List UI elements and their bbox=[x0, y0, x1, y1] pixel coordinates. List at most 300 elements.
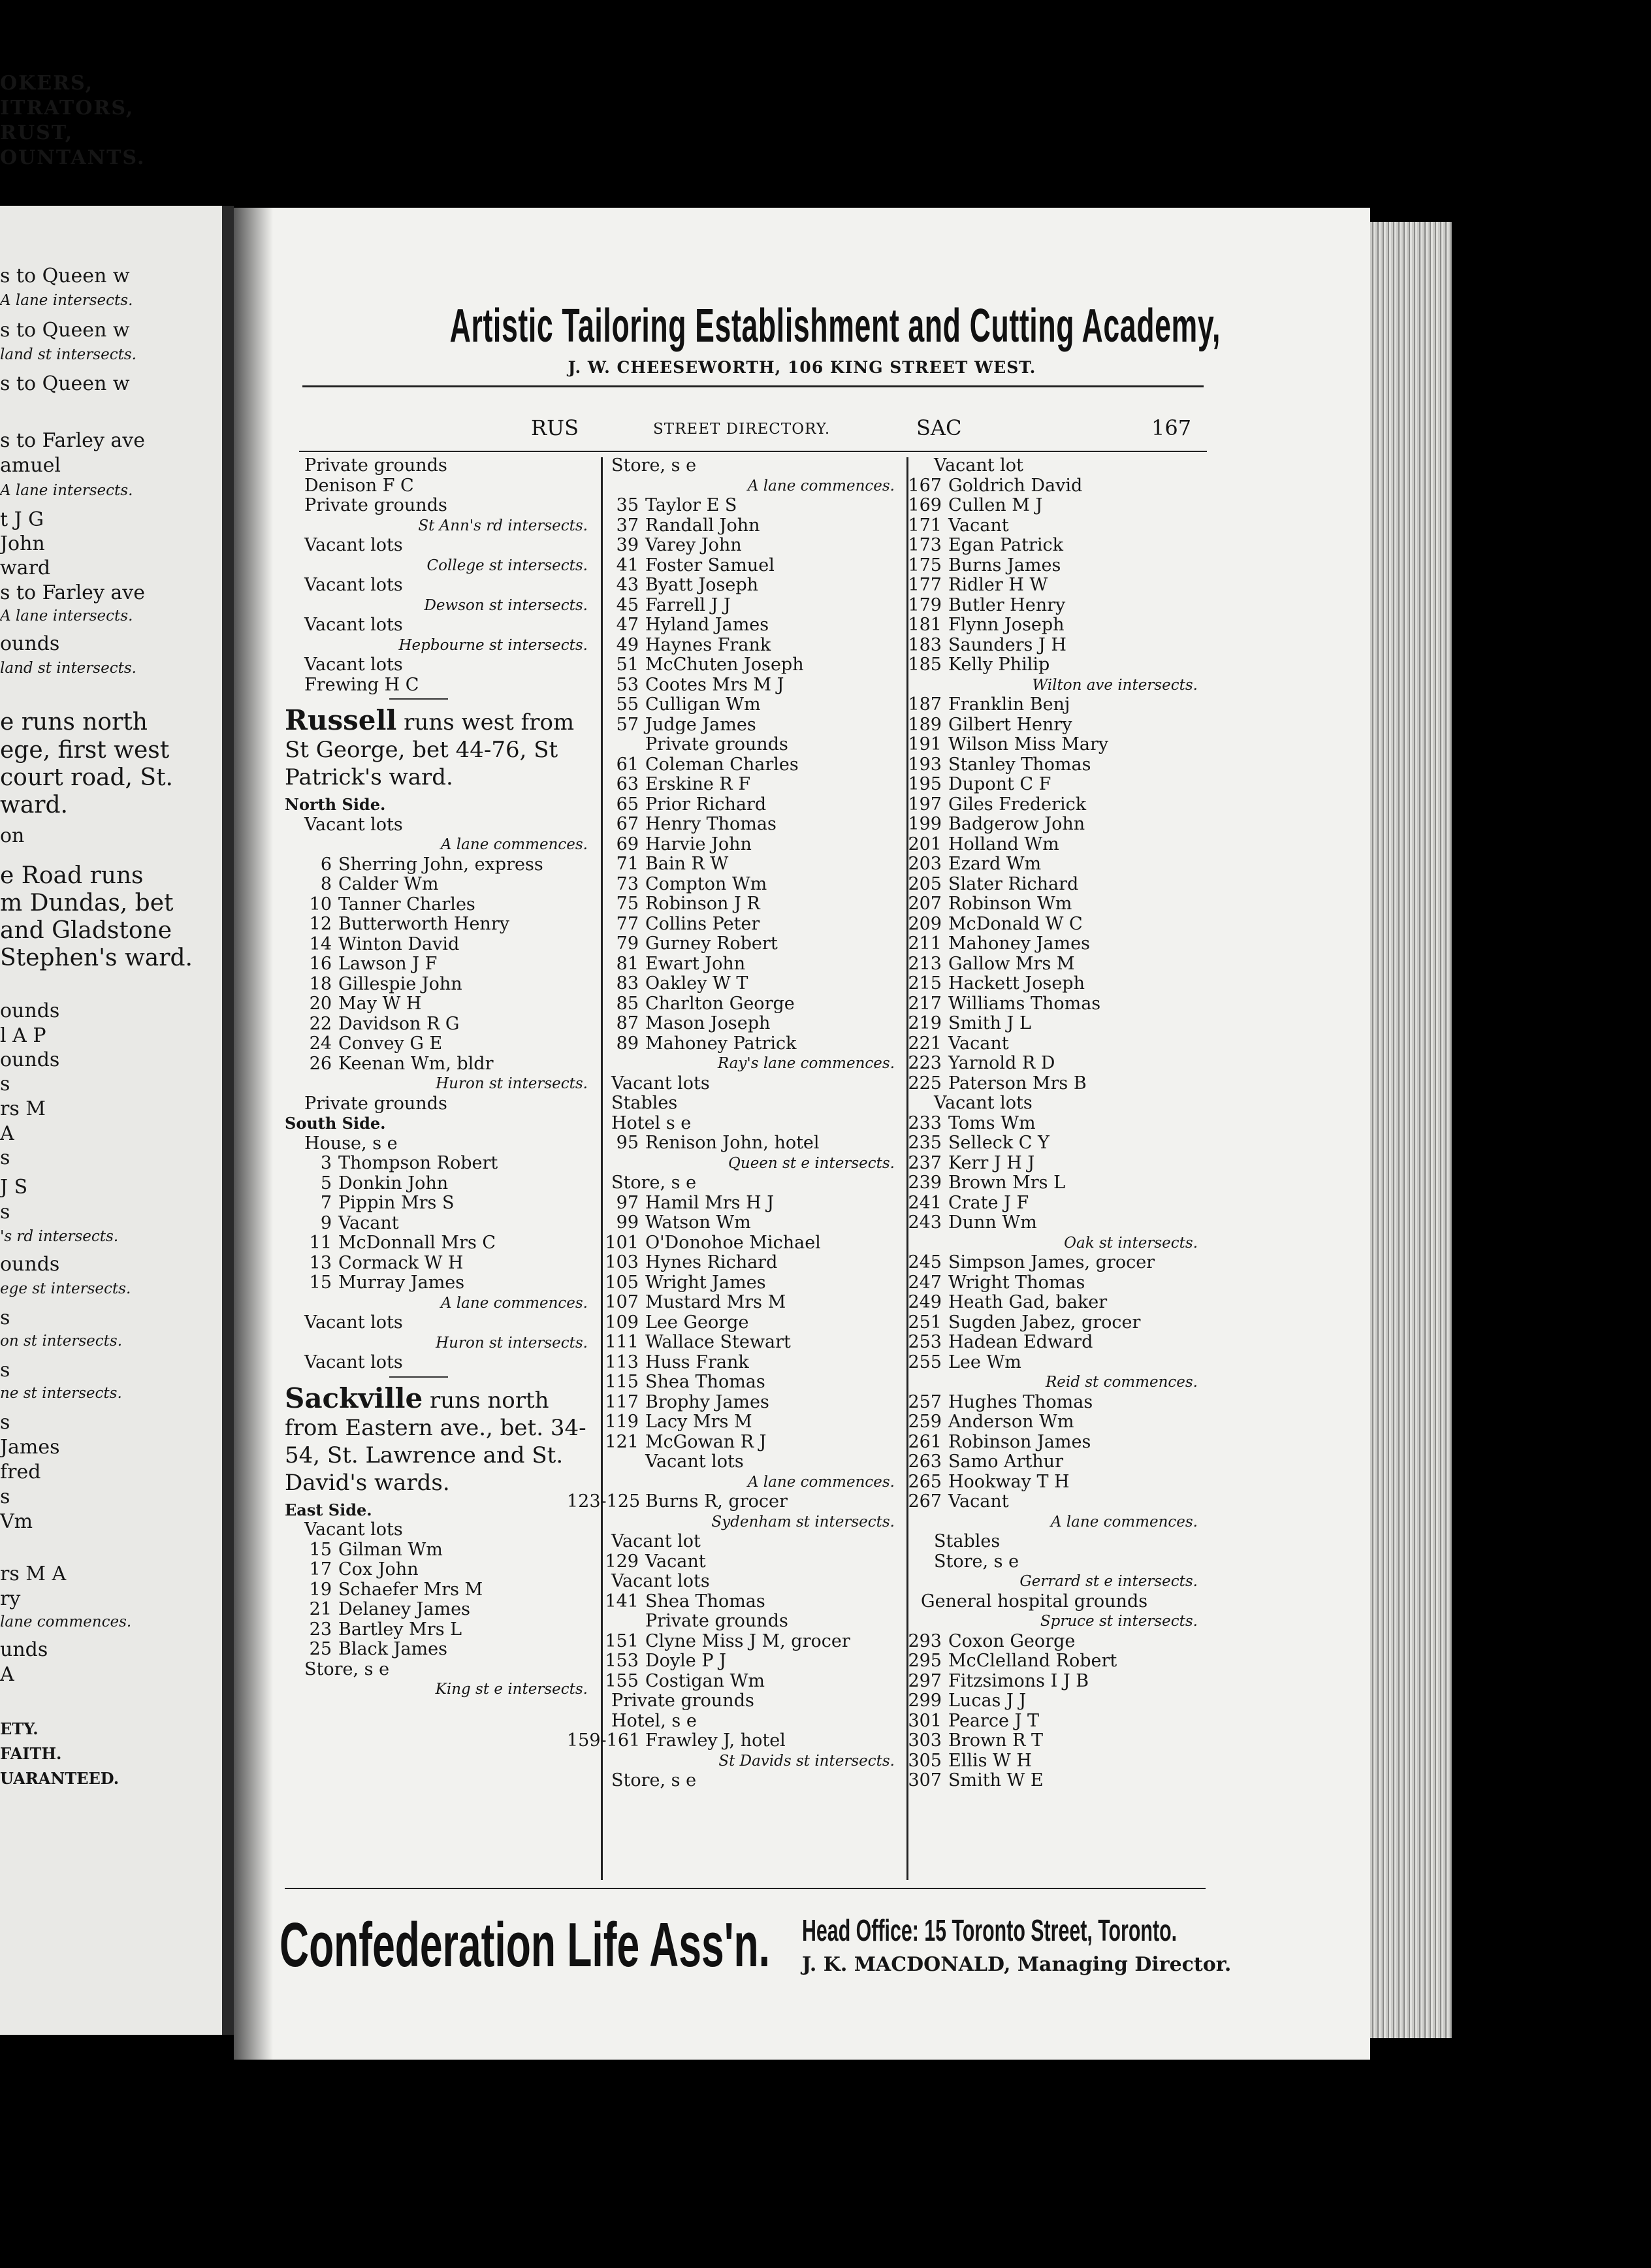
directory-entry bbox=[285, 975, 592, 995]
resident-name: Henry Thomas bbox=[645, 814, 777, 834]
directory-entry bbox=[895, 1632, 1202, 1652]
directory-entry bbox=[592, 1632, 899, 1652]
resident-name: Winton David bbox=[338, 933, 460, 954]
resident-name: Wilson Miss Mary bbox=[948, 734, 1109, 754]
resident-name: Judge James bbox=[645, 714, 756, 735]
directory-entry bbox=[592, 1412, 899, 1433]
resident-name: Tanner Charles bbox=[338, 894, 475, 915]
left-page-line: A bbox=[0, 1663, 14, 1686]
intersection-note: A lane commences. bbox=[747, 477, 895, 494]
directory-entry bbox=[895, 1433, 1202, 1453]
left-page-line: on bbox=[0, 824, 25, 847]
directory-entry bbox=[285, 1640, 592, 1660]
house-number: 79 bbox=[616, 933, 639, 954]
house-number: 295 bbox=[908, 1651, 942, 1671]
intersection-note: Wilton ave intersects. bbox=[1032, 676, 1198, 694]
resident-name: O'Donohoe Michael bbox=[645, 1232, 821, 1253]
directory-entry bbox=[895, 1173, 1202, 1193]
house-number: 39 bbox=[616, 535, 639, 555]
resident-name: Gurney Robert bbox=[645, 933, 778, 954]
resident-name: Prior Richard bbox=[645, 794, 767, 815]
resident-name: Costigan Wm bbox=[645, 1670, 765, 1691]
house-number: 57 bbox=[616, 714, 639, 735]
house-number: 251 bbox=[908, 1312, 942, 1333]
house-number: 51 bbox=[616, 655, 639, 675]
directory-entry bbox=[895, 1552, 1202, 1572]
resident-name: Calder Wm bbox=[338, 874, 439, 894]
left-page-line: fred bbox=[0, 1461, 41, 1483]
directory-entry bbox=[895, 835, 1202, 855]
resident-name: Store, s e bbox=[611, 1173, 697, 1193]
resident-name: Byatt Joseph bbox=[645, 575, 759, 595]
directory-entry bbox=[567, 1730, 899, 1751]
directory-entry bbox=[285, 1313, 592, 1333]
running-head-center: STREET DIRECTORY. bbox=[653, 421, 831, 438]
resident-name: Simpson James, grocer bbox=[948, 1252, 1155, 1272]
house-number: 175 bbox=[908, 555, 942, 575]
intersection-note: Hepbourne st intersects. bbox=[398, 636, 588, 654]
directory-entry bbox=[895, 1054, 1202, 1074]
house-number: 237 bbox=[908, 1152, 942, 1173]
directory-entry bbox=[895, 655, 1202, 675]
house-number: 63 bbox=[616, 774, 639, 794]
house-number: 81 bbox=[616, 953, 639, 974]
side-heading: North Side. bbox=[285, 795, 386, 814]
book-gutter bbox=[222, 206, 234, 2035]
directory-entry bbox=[895, 1133, 1202, 1154]
house-number: 199 bbox=[908, 814, 942, 834]
resident-name: Smith J L bbox=[948, 1013, 1031, 1033]
directory-entry bbox=[895, 1014, 1202, 1034]
directory-page bbox=[234, 208, 1370, 2060]
house-number: 299 bbox=[908, 1691, 942, 1711]
house-number: 261 bbox=[908, 1431, 942, 1452]
intersection-note: Spruce st intersects. bbox=[1040, 1613, 1198, 1630]
resident-name: Toms Wm bbox=[948, 1112, 1036, 1133]
intersection-note: A lane commences. bbox=[440, 1294, 588, 1312]
resident-name: House, s e bbox=[304, 1133, 398, 1154]
directory-entry bbox=[895, 735, 1202, 755]
directory-entry bbox=[592, 516, 899, 536]
resident-name: Robinson James bbox=[948, 1431, 1091, 1452]
directory-entry bbox=[895, 1592, 1202, 1612]
resident-name: Flynn Joseph bbox=[948, 615, 1065, 635]
footer-manager: J. K. MACDONALD, Managing Director. bbox=[802, 1953, 1232, 1976]
left-page-line: ne st intersects. bbox=[0, 1385, 122, 1402]
directory-entry bbox=[592, 1612, 899, 1632]
house-number: 255 bbox=[908, 1352, 942, 1372]
resident-name: Vacant lots bbox=[934, 1093, 1033, 1113]
resident-name: Vacant lots bbox=[304, 1352, 403, 1372]
directory-entry bbox=[592, 1034, 899, 1054]
intersection-note: College st intersects. bbox=[426, 557, 588, 574]
directory-entry bbox=[895, 615, 1202, 636]
house-number: 307 bbox=[908, 1770, 942, 1790]
advertisement-subtitle: J. W. CHEESEWORTH, 106 KING STREET WEST. bbox=[568, 358, 1036, 377]
directory-entry bbox=[895, 894, 1202, 915]
resident-name: Ridler H W bbox=[948, 575, 1048, 595]
intersection-note: A lane commences. bbox=[1050, 1513, 1198, 1531]
resident-name: Hackett Joseph bbox=[948, 973, 1085, 994]
house-number: 263 bbox=[908, 1451, 942, 1472]
house-number: 7 bbox=[320, 1193, 332, 1213]
directory-entry bbox=[592, 556, 899, 576]
house-number: 297 bbox=[908, 1670, 942, 1691]
directory-entry bbox=[285, 954, 592, 975]
page-shadow bbox=[234, 208, 273, 2060]
house-number: 109 bbox=[605, 1312, 639, 1333]
directory-entry bbox=[592, 735, 899, 755]
left-page-line: lane commences. bbox=[0, 1613, 132, 1630]
directory-entry bbox=[592, 775, 899, 795]
house-number: 151 bbox=[605, 1630, 639, 1651]
house-number: 181 bbox=[908, 615, 942, 635]
directory-entry bbox=[592, 596, 899, 616]
resident-name: Vacant lots bbox=[611, 1073, 710, 1094]
directory-entry bbox=[895, 1293, 1202, 1313]
house-number: 201 bbox=[908, 834, 942, 854]
directory-entry bbox=[895, 915, 1202, 935]
directory-entry bbox=[592, 1572, 899, 1592]
left-page-line: s to Farley ave bbox=[0, 581, 146, 604]
house-number: 83 bbox=[616, 973, 639, 994]
intersection-note: King st e intersects. bbox=[435, 1681, 588, 1698]
resident-name: Hadean Edward bbox=[948, 1332, 1093, 1352]
directory-entry bbox=[895, 1333, 1202, 1353]
directory-entry bbox=[285, 496, 592, 516]
resident-name: Burns James bbox=[948, 555, 1061, 575]
directory-entry bbox=[592, 636, 899, 656]
house-number: 24 bbox=[309, 1033, 332, 1054]
house-number: 213 bbox=[908, 953, 942, 974]
house-number: 243 bbox=[908, 1212, 942, 1233]
page-number: 167 bbox=[1151, 415, 1192, 440]
directory-entry bbox=[285, 476, 592, 496]
resident-name: Vacant bbox=[338, 1212, 399, 1233]
resident-name: Vacant lot bbox=[934, 455, 1023, 476]
directory-entry bbox=[567, 1491, 899, 1512]
resident-name: Lee Wm bbox=[948, 1352, 1021, 1372]
resident-name: Brophy James bbox=[645, 1391, 769, 1412]
resident-name: Holland Wm bbox=[948, 834, 1059, 854]
directory-entry bbox=[285, 855, 592, 875]
resident-name: Watson Wm bbox=[645, 1212, 751, 1233]
directory-entry bbox=[895, 934, 1202, 954]
directory-entry bbox=[895, 795, 1202, 815]
house-number: 121 bbox=[605, 1431, 639, 1452]
left-page-line: ward. bbox=[0, 792, 68, 818]
directory-entry bbox=[895, 974, 1202, 994]
directory-entry bbox=[592, 1552, 899, 1572]
house-number: 189 bbox=[908, 714, 942, 735]
left-page-line: on st intersects. bbox=[0, 1333, 122, 1350]
left-page-line: s bbox=[0, 1485, 10, 1508]
directory-entry bbox=[592, 1273, 899, 1293]
resident-name: Taylor E S bbox=[645, 495, 737, 515]
house-number: 305 bbox=[908, 1750, 942, 1771]
side-heading: East Side. bbox=[285, 1500, 372, 1519]
intersection-note: A lane commences. bbox=[440, 836, 588, 853]
intersection-note: Huron st intersects. bbox=[436, 1334, 588, 1352]
resident-name: Burns R, grocer bbox=[645, 1491, 788, 1512]
resident-name: Robinson J R bbox=[645, 894, 760, 914]
resident-name: Gilman Wm bbox=[338, 1539, 443, 1560]
house-number: 195 bbox=[908, 774, 942, 794]
house-number: 55 bbox=[616, 694, 639, 715]
house-number: 19 bbox=[309, 1579, 332, 1600]
resident-name: Vacant lots bbox=[304, 655, 403, 675]
resident-name: Vacant lots bbox=[304, 615, 403, 635]
directory-entry bbox=[895, 476, 1202, 496]
left-page-line: A lane intersects. bbox=[0, 292, 133, 309]
resident-name: Stables bbox=[611, 1093, 678, 1113]
left-page-line: ounds bbox=[0, 632, 60, 655]
house-number: 205 bbox=[908, 873, 942, 894]
resident-name: Goldrich David bbox=[948, 475, 1083, 496]
resident-name: Hookway T H bbox=[948, 1471, 1070, 1492]
left-page-line: s bbox=[0, 1146, 10, 1169]
intersection-note: Sydenham st intersects. bbox=[711, 1513, 895, 1531]
directory-entry bbox=[895, 1213, 1202, 1233]
directory-entry bbox=[895, 1154, 1202, 1174]
left-page-line: ITRATORS, bbox=[0, 97, 135, 120]
resident-name: Vacant lots bbox=[304, 575, 403, 595]
house-number: 73 bbox=[616, 873, 639, 894]
resident-name: Davidson R G bbox=[338, 1013, 460, 1034]
left-page-line: rs M bbox=[0, 1097, 46, 1120]
directory-entry bbox=[592, 575, 899, 596]
directory-entry bbox=[592, 1014, 899, 1034]
house-number: 10 bbox=[309, 894, 332, 915]
resident-name: Yarnold R D bbox=[948, 1053, 1055, 1073]
directory-entry bbox=[895, 556, 1202, 576]
intersection-note: Queen st e intersects. bbox=[728, 1154, 895, 1172]
resident-name: Vacant lots bbox=[304, 1519, 403, 1540]
directory-entry bbox=[895, 994, 1202, 1014]
house-number: 105 bbox=[605, 1272, 639, 1293]
resident-name: Gillespie John bbox=[338, 973, 462, 994]
left-page-line: m Dundas, bet bbox=[0, 890, 174, 916]
house-number: 97 bbox=[616, 1192, 639, 1213]
directory-entry bbox=[285, 1540, 592, 1561]
house-number: 77 bbox=[616, 913, 639, 934]
section-rule bbox=[285, 1373, 592, 1381]
resident-name: Foster Samuel bbox=[645, 555, 775, 575]
house-number: 6 bbox=[320, 854, 332, 875]
directory-entry bbox=[895, 1472, 1202, 1493]
intersection-note: Reid st commences. bbox=[1045, 1374, 1198, 1391]
resident-name: Giles Frederick bbox=[948, 794, 1087, 815]
resident-name: Mustard Mrs M bbox=[645, 1292, 786, 1312]
directory-entry bbox=[592, 1372, 899, 1393]
house-number: 221 bbox=[908, 1033, 942, 1054]
directory-entry bbox=[895, 695, 1202, 715]
resident-name: Charlton George bbox=[645, 993, 795, 1014]
intersection-note: Dewson st intersects. bbox=[424, 596, 588, 614]
directory-column-1 bbox=[285, 456, 592, 1700]
directory-entry bbox=[895, 1691, 1202, 1711]
resident-name: Huss Frank bbox=[645, 1352, 749, 1372]
resident-name: Store, s e bbox=[611, 455, 697, 476]
directory-entry bbox=[895, 636, 1202, 656]
house-number: 61 bbox=[616, 754, 639, 775]
directory-entry bbox=[592, 954, 899, 975]
directory-entry bbox=[285, 1233, 592, 1254]
directory-entry bbox=[592, 1592, 899, 1612]
left-page-line: ry bbox=[0, 1587, 21, 1610]
left-page-line: ETY. bbox=[0, 1719, 39, 1738]
directory-entry bbox=[285, 1600, 592, 1620]
resident-name: Lucas J J bbox=[948, 1691, 1027, 1711]
house-number: 37 bbox=[616, 515, 639, 536]
house-number: 103 bbox=[605, 1252, 639, 1272]
house-number: 153 bbox=[605, 1651, 639, 1671]
resident-name: Hyland James bbox=[645, 615, 769, 635]
resident-name: Hynes Richard bbox=[645, 1252, 778, 1272]
house-number: 177 bbox=[908, 575, 942, 595]
footer-head-office: Head Office: 15 Toronto Street, Toronto. bbox=[802, 1913, 1178, 1947]
directory-entry bbox=[895, 1094, 1202, 1114]
directory-entry bbox=[285, 1054, 592, 1075]
directory-entry bbox=[592, 854, 899, 875]
resident-name: Cox John bbox=[338, 1559, 419, 1580]
resident-name: Mahoney Patrick bbox=[645, 1033, 797, 1054]
house-number: 167 bbox=[908, 475, 942, 496]
resident-name: Brown R T bbox=[948, 1730, 1044, 1751]
resident-name: Shea Thomas bbox=[645, 1372, 765, 1392]
directory-entry bbox=[592, 1193, 899, 1214]
resident-name: General hospital grounds bbox=[921, 1591, 1148, 1612]
directory-entry bbox=[592, 894, 899, 915]
house-number: 47 bbox=[616, 615, 639, 635]
resident-name: Dunn Wm bbox=[948, 1212, 1037, 1233]
advertisement-banner: Artistic Tailoring Establishment and Cutting Academy, bbox=[449, 300, 1221, 352]
house-number: 22 bbox=[309, 1013, 332, 1034]
resident-name: Vacant bbox=[948, 1491, 1009, 1512]
directory-entry bbox=[895, 715, 1202, 736]
house-number: 303 bbox=[908, 1730, 942, 1751]
house-number: 20 bbox=[309, 994, 332, 1014]
left-page-line: s bbox=[0, 1073, 10, 1095]
left-page-line: t J G bbox=[0, 508, 44, 531]
resident-name: Haynes Frank bbox=[645, 634, 771, 655]
directory-entry bbox=[592, 1133, 899, 1154]
resident-name: Donkin John bbox=[338, 1173, 449, 1193]
resident-name: Vacant lots bbox=[611, 1571, 710, 1591]
directory-entry bbox=[285, 1273, 592, 1293]
left-page-line: l A P bbox=[0, 1024, 46, 1047]
directory-entry bbox=[592, 675, 899, 696]
running-head-rule bbox=[299, 451, 1207, 452]
intersection-note: Ray's lane commences. bbox=[717, 1055, 895, 1072]
resident-name: Samo Arthur bbox=[948, 1451, 1063, 1472]
directory-entry bbox=[285, 1353, 592, 1373]
directory-entry bbox=[895, 496, 1202, 516]
resident-name: Cormack W H bbox=[338, 1252, 464, 1273]
resident-name: McChuten Joseph bbox=[645, 655, 804, 675]
house-number: 26 bbox=[309, 1053, 332, 1074]
directory-entry bbox=[285, 1134, 592, 1154]
directory-entry bbox=[895, 954, 1202, 975]
resident-name: Franklin Benj bbox=[948, 694, 1070, 715]
resident-name: Private grounds bbox=[304, 455, 447, 476]
directory-entry bbox=[895, 815, 1202, 835]
left-page bbox=[0, 72, 222, 2035]
resident-name: Oakley W T bbox=[645, 973, 748, 994]
left-page-line: J S bbox=[0, 1176, 28, 1199]
directory-entry bbox=[895, 516, 1202, 536]
directory-entry bbox=[592, 1672, 899, 1692]
directory-entry bbox=[895, 1253, 1202, 1273]
directory-entry bbox=[592, 1233, 899, 1254]
house-number: 21 bbox=[309, 1599, 332, 1619]
directory-entry bbox=[895, 1313, 1202, 1333]
resident-name: Vacant lot bbox=[611, 1531, 701, 1551]
resident-name: Farrell J J bbox=[645, 594, 731, 615]
resident-name: Vacant lots bbox=[645, 1451, 744, 1472]
house-number: 5 bbox=[320, 1173, 332, 1193]
resident-name: Brown Mrs L bbox=[948, 1173, 1066, 1193]
directory-entry bbox=[592, 835, 899, 855]
house-number: 67 bbox=[616, 814, 639, 834]
resident-name: Erskine R F bbox=[645, 774, 751, 794]
resident-name: Heath Gad, baker bbox=[948, 1292, 1108, 1312]
directory-entry bbox=[895, 854, 1202, 875]
directory-entry bbox=[285, 1560, 592, 1580]
left-page-line: court road, St. bbox=[0, 764, 173, 791]
house-number: 53 bbox=[616, 674, 639, 695]
street-heading bbox=[285, 1381, 592, 1500]
directory-entry bbox=[895, 1114, 1202, 1134]
directory-entry bbox=[285, 1620, 592, 1640]
house-number: 185 bbox=[908, 655, 942, 675]
resident-name: Ezard Wm bbox=[948, 854, 1042, 874]
house-number: 173 bbox=[908, 535, 942, 555]
house-number: 219 bbox=[908, 1013, 942, 1033]
house-number: 259 bbox=[908, 1412, 942, 1432]
house-number: 115 bbox=[605, 1372, 639, 1392]
house-number: 233 bbox=[908, 1112, 942, 1133]
directory-entry bbox=[592, 695, 899, 715]
directory-entry bbox=[592, 1173, 899, 1193]
directory-entry bbox=[285, 675, 592, 696]
resident-name: May W H bbox=[338, 994, 422, 1014]
resident-name: Vacant bbox=[645, 1551, 706, 1572]
left-page-line: A lane intersects. bbox=[0, 482, 133, 499]
resident-name: Wright Thomas bbox=[948, 1272, 1085, 1293]
left-page-line: 's rd intersects. bbox=[0, 1228, 119, 1245]
house-number: 215 bbox=[908, 973, 942, 994]
house-number: 3 bbox=[320, 1153, 332, 1173]
left-page-line: A bbox=[0, 1122, 14, 1145]
resident-name: Butler Henry bbox=[948, 594, 1066, 615]
resident-name: Ellis W H bbox=[948, 1750, 1032, 1771]
resident-name: Harvie John bbox=[645, 834, 752, 854]
resident-name: McClelland Robert bbox=[948, 1651, 1117, 1671]
directory-entry bbox=[895, 1412, 1202, 1433]
house-number: 159-161 bbox=[567, 1730, 641, 1751]
house-number: 16 bbox=[309, 954, 332, 974]
resident-name: Lee George bbox=[645, 1312, 749, 1333]
intersection-note: St Davids st intersects. bbox=[718, 1752, 895, 1770]
street-name: Russell bbox=[285, 704, 397, 736]
resident-name: Renison John, hotel bbox=[645, 1133, 820, 1153]
resident-name: Stanley Thomas bbox=[948, 754, 1091, 775]
intersection-note: Oak st intersects. bbox=[1064, 1234, 1198, 1252]
resident-name: Frawley J, hotel bbox=[645, 1730, 786, 1751]
header-rule bbox=[302, 385, 1204, 387]
directory-entry bbox=[895, 875, 1202, 895]
